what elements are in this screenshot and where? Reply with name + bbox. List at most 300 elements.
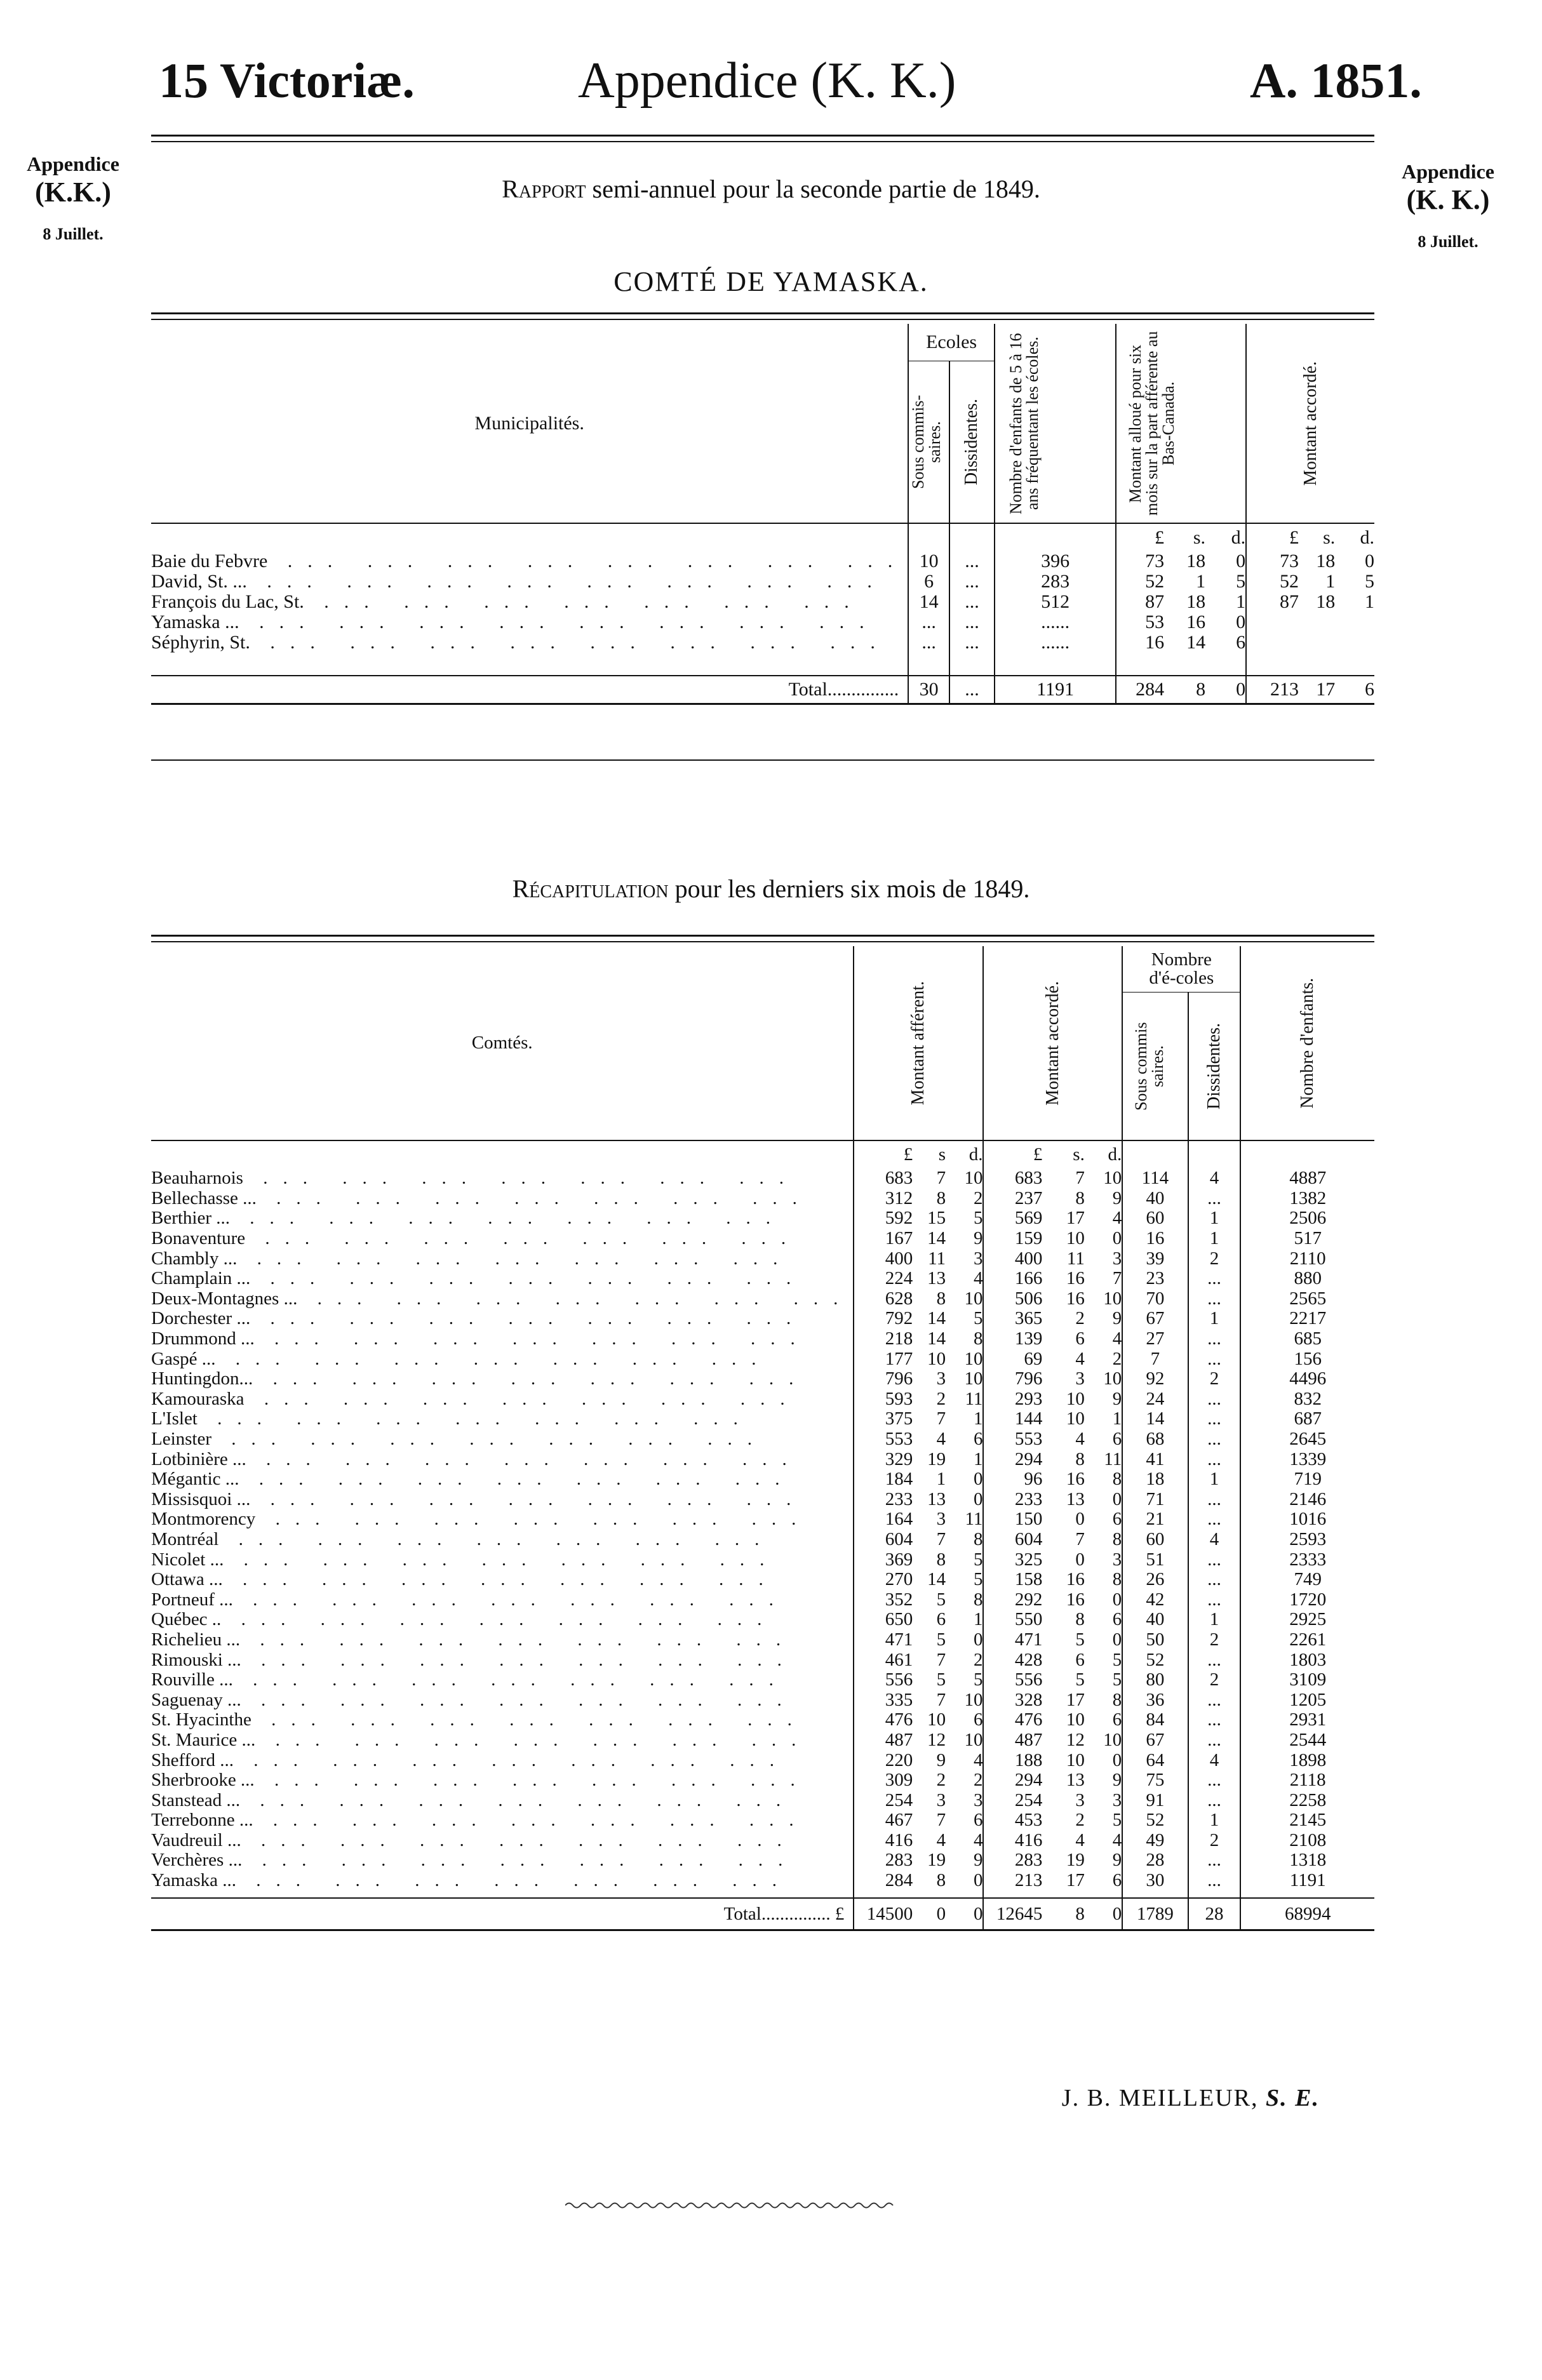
table-cell: 8: [936, 1870, 946, 1891]
table-cell: 14: [927, 1569, 946, 1590]
table-cell: 10: [964, 1689, 983, 1710]
table-cell: 26: [1122, 1570, 1188, 1590]
table-cell: 312: [854, 1189, 913, 1209]
table-cell: 2: [973, 1770, 983, 1791]
table-cell: 39: [1122, 1248, 1188, 1269]
table-cell: ...: [1188, 1790, 1241, 1810]
table-cell: 8: [1075, 1609, 1085, 1630]
table-cell: 7: [936, 1649, 946, 1670]
table-row: Drummond ... ... ... ... ... ... ... ... 218 14 8 139 6 4 27 ... 685: [151, 1329, 1374, 1349]
table-cell: 18: [1122, 1469, 1188, 1490]
table-cell: 7: [1075, 1528, 1085, 1549]
table-cell: 4: [973, 1829, 983, 1850]
table-cell: 7: [936, 1168, 946, 1189]
table-cell: 309: [854, 1770, 913, 1791]
table-cell: 10: [927, 1709, 946, 1730]
table-cell: 2333: [1240, 1549, 1374, 1570]
table-row: Richelieu ... ... ... ... ... ... ... ... 471 5 0 471 5 0 50 2 2261: [151, 1630, 1374, 1650]
table-cell: 9: [973, 1228, 983, 1249]
table-cell: 164: [854, 1509, 913, 1530]
table-cell: 650: [854, 1610, 913, 1630]
table-row: Beauharnois ... ... ... ... ... ... ... 683 7 10 683 7 10 114 4 4887: [151, 1168, 1374, 1189]
table-cell: 8: [1112, 1689, 1122, 1710]
table-cell: 6: [1112, 1709, 1122, 1730]
table1-top-rule: [151, 312, 1374, 314]
table-cell: 5: [1075, 1629, 1085, 1650]
table-cell: 233: [854, 1490, 913, 1510]
table-cell: 553: [854, 1429, 913, 1450]
table-row: Sherbrooke ... ... ... ... ... ... ... ... 309 2 2 294 13 9 75 ... 2118: [151, 1770, 1374, 1791]
table-cell: 17: [1066, 1870, 1085, 1891]
header-rule: [151, 135, 1374, 137]
table-cell: 685: [1240, 1329, 1374, 1349]
table-cell: 1: [936, 1469, 946, 1490]
table-cell: 28: [1122, 1850, 1188, 1871]
table-cell: ...: [1188, 1269, 1241, 1289]
table-cell: 3: [1112, 1789, 1122, 1810]
table-cell: 1191: [1240, 1871, 1374, 1891]
table-cell: 27: [1122, 1329, 1188, 1349]
col-montant-accorde: Montant accordé.: [1246, 324, 1374, 523]
table-cell: 328: [983, 1690, 1042, 1710]
table-cell: 2217: [1240, 1309, 1374, 1329]
table-row: Bellechasse ... ... ... ... ... ... ... ... 312 8 2 237 8 9 40 ... 1382: [151, 1189, 1374, 1209]
table-row: David, St. ... ... ... ... ... ... ... ... ... 6 ... 283 52 1 5 52 1 5: [151, 571, 1374, 592]
table-cell: 254: [854, 1790, 913, 1810]
table-cell: ...: [1188, 1289, 1241, 1309]
table-cell: 220: [854, 1750, 913, 1770]
table-cell: 6: [973, 1429, 983, 1450]
table-cell: 1: [1188, 1208, 1241, 1229]
table-cell: 270: [854, 1570, 913, 1590]
table-cell: 16: [1066, 1569, 1085, 1590]
table-cell: 9: [973, 1850, 983, 1871]
table-cell: 9: [1112, 1770, 1122, 1791]
table-cell: 2: [973, 1649, 983, 1670]
table-cell: 3: [936, 1509, 946, 1530]
table1-top-rule-thin: [151, 319, 1374, 320]
table-cell: 91: [1122, 1790, 1188, 1810]
table-cell: 2: [1188, 1670, 1241, 1690]
table-cell: 7: [936, 1689, 946, 1710]
table-cell: 604: [854, 1530, 913, 1550]
table-cell: 476: [983, 1710, 1042, 1730]
table-cell: 0: [1075, 1549, 1085, 1570]
table-cell: 487: [983, 1730, 1042, 1751]
table-cell: 52: [1122, 1650, 1188, 1670]
table-cell: 5: [1112, 1810, 1122, 1831]
table-cell: 471: [854, 1630, 913, 1650]
report-rows: [151, 551, 1374, 704]
table-cell: 3: [936, 1789, 946, 1810]
table-row: Vaudreuil ... ... ... ... ... ... ... ... 416 4 4 416 4 4 49 2 2108: [151, 1831, 1374, 1851]
table-cell: 1: [1188, 1309, 1241, 1329]
table-cell: 2118: [1240, 1770, 1374, 1791]
county-name: Vaudreuil ...: [151, 1829, 241, 1850]
table-cell: 2: [936, 1388, 946, 1409]
table-cell: 60: [1122, 1208, 1188, 1229]
table-cell: 1: [1188, 1810, 1241, 1831]
table-row: François du Lac, St. ... ... ... ... ... ... ... 14 ... 512 87 18 1 87 18 1: [151, 591, 1374, 612]
table-cell: 16: [1066, 1469, 1085, 1490]
table-cell: 42: [1122, 1589, 1188, 1610]
table-cell: 0: [973, 1629, 983, 1650]
table-row: Ottawa ... ... ... ... ... ... ... ... 270 14 5 158 16 8 26 ... 749: [151, 1570, 1374, 1590]
table-cell: 2931: [1240, 1710, 1374, 1730]
table-cell: 4: [936, 1429, 946, 1450]
table-cell: 23: [1122, 1269, 1188, 1289]
col-montant-alloue: Montant alloué pour six mois sur la part afférente au Bas-Canada.: [1116, 324, 1246, 523]
table-cell: 16: [1066, 1288, 1085, 1309]
table-cell: 1: [973, 1408, 983, 1429]
table-cell: 2: [973, 1187, 983, 1208]
table-cell: 0: [973, 1870, 983, 1891]
table-cell: 16: [1066, 1268, 1085, 1289]
table-cell: 5: [1112, 1669, 1122, 1690]
table-cell: 3109: [1240, 1670, 1374, 1690]
table-row: Montréal ... ... ... ... ... ... ... 604 7 8 604 7 8 60 4 2593: [151, 1530, 1374, 1550]
table-cell: 8: [1112, 1528, 1122, 1549]
table-cell: 5: [1112, 1649, 1122, 1670]
table-cell: 3: [1075, 1789, 1085, 1810]
signature: J. B. MEILLEUR, S. E.: [1061, 2085, 1320, 2111]
table-cell: 0: [1112, 1589, 1122, 1610]
table-cell: 9: [1112, 1388, 1122, 1409]
table-cell: 453: [983, 1810, 1042, 1831]
recap-table: Comtés. Montant afférent. Montant accordé. Nombre d'é-coles Nombre d'enfants. Sous commis saires. Dissidentes. £ s d. £ s. d. Beauharnois ... ... ... ... ... ... ... 683 7 10 683 7 10 114 4 4887 Bellechasse ... ... ... ... ... ... ... ... 312 8 2 237 8 9 40 ... 1382 Berthier ... ... ... ... ... ... ... ... 592 15 5 569 17 4 60 1 2506 Bonaventure ... ... ... ... ... ... ... 167 14 9 159 10 0 16 1 517 Chambly ... ... ... ... ... ... ... ... 400 11 3 400 11 3 39 2 2110 Champlain ... ... ... ... ... ... ... ... 224 13 4 166 16 7 23 ... 880 Deux-Montagnes ... ... ... ... ... ... ... ... 628 8 10 506 16 10 70 ... 2565 Dorchester ... ... ... ... ... ... ... ... 792 14 5 365 2 9 67 1 2217 Drummond ... ... ... ... ... ... ... ... 218 14 8 139 6 4 27 ... 685 Gaspé ... ... ... ... ... ... ... ... 177 10 10 69 4 2 7 ... 156 Huntingdon... ... ... ... ... ... ... ... 796 3 10 796 3 10 92 2 4496 Kamouraska ... ... ... ... ... ... ... 593 2 11 293 10 9 24 ... 832 L'Islet ... ... ... ... ... ... ... 375 7 1 144 10 1 14 ... 687 Leinster ... ... ... ... ... ... ... 553 4 6 553 4 6 68 ... 2645 Lotbinière ... ... ... ... ... ... ... ... 329 19 1 294 8 11 41 ... 1339 Mégantic ... ... ... ... ... ... ... ... 184 1 0 96 16 8 18 1 719 Missisquoi ... ... ... ... ... ... ... ... 233 13 0 233 13 0 71 ... 2146 Montmorency ... ... ... ... ... ... ... 164 3 11 150 0 6 21 ... 1016 Montréal ... ... ... ... ... ... ... 604 7 8 604 7 8 60 4 2593 Nicolet ... ... ... ... ... ... ... ... 369 8 5 325 0 3 51 ... 2333 Ottawa ... ... ... ... ... ... ... ... 270 14 5 158 16 8 26 ... 749 Portneuf ... ... ... ... ... ... ... ... 352 5 8 292 16 0 42 ... 1720 Québec .. ... ... ... ... ... ... ... 650 6 1 550 8 6 40 1 2925 Richelieu ... ... ... ... ... ... ... ... 471 5 0 471 5 0 50 2 2261 Rimouski ... ... ... ... ... ... ... ... 461 7 2 428 6 5 52 ... 1803 Rouville ... ... ... ... ... ... ... ... 556 5 5 556 5 5 80 2 3109 Saguenay ... ... ... ... ... ... ... ... 335 7 10 328 17 8 36 ... 1205 St. Hyacinthe ... ... ... ... ... ... ... 476 10 6 476 10 6 84 ... 2931 St. Maurice ... ... ... ... ... ... ... ... 487 12 10 487 12 10 67 ... 2544 Shefford ... ... ... ... ... ... ... ... 220 9 4 188 10 0 64 4 1898 Sherbrooke ... ... ... ... ... ... ... ... 309 2 2 294 13 9 75 ... 2118 Stanstead ... ... ... ... ... ... ... ... 254 3 3 254 3 3 91 ... 2258 Terrebonne ... ... ... ... ... ... ... ... 467 7 6 453 2 5 52 1 2145 Vaudreuil ... ... ... ... ... ... ... ... 416 4 4 416 4 4 49 2 2108 Verchères ... ... ... ... ... ... ... ... 283 19 9 283 19 9 28 ... 1318 Yamaska ... ... ... ... ... ... ... ... 284 8 0 213 17 6 30 ... 1191 Total............... £ 14500 0 0 12645 8 0 1789 28 68994: [151, 946, 1374, 1931]
county-name: Shefford ...: [151, 1749, 234, 1770]
table-row: Dorchester ... ... ... ... ... ... ... ... 792 14 5 365 2 9 67 1 2217: [151, 1309, 1374, 1329]
header-center: Appendice (K. K.): [578, 53, 956, 109]
table-cell: 9: [936, 1749, 946, 1770]
table-row: Yamaska ... ... ... ... ... ... ... ... ... ... ... ...... 53 16 0: [151, 612, 1374, 632]
table-cell: 476: [854, 1710, 913, 1730]
col-municipalites: Municipalités.: [151, 324, 908, 523]
table-cell: 335: [854, 1690, 913, 1710]
table-cell: 1803: [1240, 1650, 1374, 1670]
county-name: Rouville ...: [151, 1669, 233, 1690]
table-cell: ...: [1188, 1690, 1241, 1710]
county-name: Huntingdon...: [151, 1368, 253, 1389]
table-cell: 283: [854, 1850, 913, 1871]
table-cell: 3: [936, 1368, 946, 1389]
table-cell: 1720: [1240, 1589, 1374, 1610]
table-cell: 2: [936, 1770, 946, 1791]
table-cell: 416: [983, 1831, 1042, 1851]
table-cell: 683: [983, 1168, 1042, 1189]
table-cell: ...: [1188, 1770, 1241, 1791]
table-cell: 6: [1075, 1649, 1085, 1670]
table-cell: 15: [927, 1208, 946, 1229]
table-cell: 5: [973, 1208, 983, 1229]
county-name: Richelieu ...: [151, 1629, 241, 1650]
table-cell: 11: [965, 1388, 983, 1409]
table-cell: 36: [1122, 1690, 1188, 1710]
table-cell: 10: [927, 1348, 946, 1369]
table-cell: 5: [1075, 1669, 1085, 1690]
county-name: Gaspé ...: [151, 1348, 216, 1369]
table-cell: 792: [854, 1309, 913, 1329]
table-row: Rouville ... ... ... ... ... ... ... ... 556 5 5 556 5 5 80 2 3109: [151, 1670, 1374, 1690]
table-cell: 218: [854, 1329, 913, 1349]
table-cell: 294: [983, 1770, 1042, 1791]
table-cell: 92: [1122, 1369, 1188, 1389]
table-row: Montmorency ... ... ... ... ... ... ... 164 3 11 150 0 6 21 ... 1016: [151, 1509, 1374, 1530]
table-cell: 14: [927, 1308, 946, 1329]
table-cell: 17: [1066, 1208, 1085, 1229]
table-cell: 10: [1103, 1288, 1122, 1309]
table-cell: 1318: [1240, 1850, 1374, 1871]
county-name: Montréal: [151, 1528, 219, 1549]
table-cell: 9: [1112, 1187, 1122, 1208]
table-cell: 166: [983, 1269, 1042, 1289]
table-cell: 550: [983, 1610, 1042, 1630]
table-cell: 2: [1188, 1831, 1241, 1851]
county-name: Rimouski ...: [151, 1649, 241, 1670]
table-cell: 10: [1103, 1368, 1122, 1389]
table-cell: 428: [983, 1650, 1042, 1670]
table-cell: 4: [1188, 1530, 1241, 1550]
header-left: 15 Victoriæ.: [159, 53, 415, 108]
table-cell: 604: [983, 1530, 1042, 1550]
table-cell: 3: [973, 1789, 983, 1810]
county-name: Dorchester ...: [151, 1308, 251, 1329]
table-cell: ...: [1188, 1490, 1241, 1510]
table-cell: 10: [1066, 1388, 1085, 1409]
county-name: Deux-Montagnes ...: [151, 1288, 298, 1309]
table-cell: 7: [1075, 1168, 1085, 1189]
table-cell: 1: [973, 1609, 983, 1630]
table-row: L'Islet ... ... ... ... ... ... ... 375 7 1 144 10 1 14 ... 687: [151, 1409, 1374, 1429]
table-cell: 1: [1112, 1408, 1122, 1429]
county-name: Bellechasse ...: [151, 1187, 257, 1208]
table-cell: 13: [927, 1268, 946, 1289]
table-cell: 13: [927, 1488, 946, 1509]
county-name: St. Maurice ...: [151, 1729, 256, 1750]
table-cell: 1339: [1240, 1449, 1374, 1469]
table-cell: 400: [854, 1248, 913, 1269]
table-cell: 0: [1112, 1749, 1122, 1770]
table-row: Séphyrin, St. ... ... ... ... ... ... ... ... ... ... ...... 16 14 6: [151, 632, 1374, 653]
table-cell: 5: [973, 1569, 983, 1590]
county-name: Missisquoi ...: [151, 1488, 251, 1509]
table-cell: 284: [854, 1871, 913, 1891]
table-cell: 294: [983, 1449, 1042, 1469]
table-cell: ...: [1188, 1730, 1241, 1751]
table-cell: ...: [1188, 1189, 1241, 1209]
table-cell: 2: [1075, 1810, 1085, 1831]
table-cell: 4: [1075, 1829, 1085, 1850]
table-cell: 6: [973, 1709, 983, 1730]
table-cell: 5: [973, 1549, 983, 1570]
table-cell: 24: [1122, 1389, 1188, 1410]
table-cell: 14: [927, 1328, 946, 1349]
table-cell: 329: [854, 1449, 913, 1469]
county-name: Nicolet ...: [151, 1549, 224, 1570]
table-row: Kamouraska ... ... ... ... ... ... ... 593 2 11 293 10 9 24 ... 832: [151, 1389, 1374, 1410]
table-cell: 4: [936, 1829, 946, 1850]
table-cell: 461: [854, 1650, 913, 1670]
table-cell: 8: [973, 1328, 983, 1349]
table-cell: 10: [1066, 1408, 1085, 1429]
table-cell: 144: [983, 1409, 1042, 1429]
table-cell: 6: [1075, 1328, 1085, 1349]
table-row: Stanstead ... ... ... ... ... ... ... ... 254 3 3 254 3 3 91 ... 2258: [151, 1790, 1374, 1810]
table-cell: 369: [854, 1549, 913, 1570]
table-cell: 2: [1188, 1369, 1241, 1389]
table-cell: 1: [1188, 1610, 1241, 1630]
table-cell: 8: [1075, 1187, 1085, 1208]
county-name: Chambly ...: [151, 1248, 238, 1269]
table-cell: 12: [1066, 1729, 1085, 1750]
county-name: Champlain ...: [151, 1268, 251, 1289]
table-cell: 5: [973, 1669, 983, 1690]
county-name: Yamaska ...: [151, 1870, 236, 1891]
table-cell: 569: [983, 1208, 1042, 1229]
table-row: St. Maurice ... ... ... ... ... ... ... ... 487 12 10 487 12 10 67 ... 2544: [151, 1730, 1374, 1751]
county-name: Terrebonne ...: [151, 1810, 253, 1831]
table-cell: ...: [1188, 1549, 1241, 1570]
table-cell: ...: [1188, 1409, 1241, 1429]
table-cell: 3: [1075, 1368, 1085, 1389]
table-cell: 719: [1240, 1469, 1374, 1490]
ornament-rule: [565, 2201, 895, 2210]
table-cell: 628: [854, 1289, 913, 1309]
table-cell: 14: [927, 1228, 946, 1249]
table-cell: 4: [973, 1749, 983, 1770]
table-cell: 11: [1104, 1448, 1122, 1469]
table-cell: 19: [1066, 1850, 1085, 1871]
table-cell: 60: [1122, 1530, 1188, 1550]
table-cell: ...: [1188, 1589, 1241, 1610]
county-name: Verchères ...: [151, 1850, 243, 1871]
table-cell: 8: [973, 1589, 983, 1610]
table-row: Lotbinière ... ... ... ... ... ... ... ... 329 19 1 294 8 11 41 ... 1339: [151, 1449, 1374, 1469]
table-cell: 7: [936, 1810, 946, 1831]
table-row: Portneuf ... ... ... ... ... ... ... ... 352 5 8 292 16 0 42 ... 1720: [151, 1589, 1374, 1610]
table-cell: 7: [936, 1528, 946, 1549]
table-cell: 167: [854, 1229, 913, 1249]
county-name: Beauharnois: [151, 1168, 243, 1189]
table-cell: 51: [1122, 1549, 1188, 1570]
table-cell: 4: [1075, 1348, 1085, 1369]
table-cell: 2593: [1240, 1530, 1374, 1550]
table-cell: 40: [1122, 1610, 1188, 1630]
table-cell: 796: [854, 1369, 913, 1389]
table-cell: 9: [1112, 1850, 1122, 1871]
table-cell: 2544: [1240, 1730, 1374, 1751]
table-cell: 416: [854, 1831, 913, 1851]
table-cell: 188: [983, 1750, 1042, 1770]
table-cell: 4: [1112, 1328, 1122, 1349]
table-cell: 283: [983, 1850, 1042, 1871]
table2-top-rule-thin: [151, 941, 1374, 942]
county-name: Sherbrooke ...: [151, 1770, 255, 1791]
table-cell: 292: [983, 1589, 1042, 1610]
table-cell: 6: [1112, 1609, 1122, 1630]
table-cell: 139: [983, 1329, 1042, 1349]
table-row: Nicolet ... ... ... ... ... ... ... ... 369 8 5 325 0 3 51 ... 2333: [151, 1549, 1374, 1570]
table-cell: 832: [1240, 1389, 1374, 1410]
table-cell: 8: [1112, 1469, 1122, 1490]
table-cell: 293: [983, 1389, 1042, 1410]
table-cell: 4496: [1240, 1369, 1374, 1389]
table-cell: 13: [1066, 1770, 1085, 1791]
table-cell: 84: [1122, 1710, 1188, 1730]
report-table: Municipalités. Ecoles Nombre d'enfants de 5 à 16 ans fréquentant les écoles. Montant alloué pour six mois sur la part afférente au Bas-Canada. Montant accordé. Sous commis-saires. Dissidentes. £ s. d. £ s. d. Baie du Febvre ... ... ... ... ... ... ... ... 10 ... 396 73 18 0 73 18 0 David, St. ... ... ... ... ... ... ... ... ... 6 ... 283 52 1 5 52 1 5 François du Lac, St. ... ... ... ... ... ... ... 14 ... 512 87 18 1 87 18 1 Yamaska ... ... ... ... ... ... ... ... ... ... ... ...... 53 16 0 Séphyrin, St. ... ... ... ... ... ... ... ... ... ... ...... 16 14 6 Total............... 30 ... 1191 284 8 0 213 17 6: [151, 324, 1374, 705]
table-cell: 11: [1066, 1248, 1085, 1269]
col-montant-afferent: Montant afférent.: [854, 946, 983, 1140]
table-cell: 80: [1122, 1670, 1188, 1690]
table-cell: 177: [854, 1349, 913, 1369]
table-cell: 2146: [1240, 1490, 1374, 1510]
table-cell: 7: [1112, 1268, 1122, 1289]
table-cell: 880: [1240, 1269, 1374, 1289]
table-cell: 16: [1122, 1229, 1188, 1249]
table-cell: 8: [936, 1187, 946, 1208]
table-cell: 4: [1112, 1208, 1122, 1229]
table-cell: 11: [928, 1248, 946, 1269]
table-cell: 19: [927, 1448, 946, 1469]
table-cell: 11: [965, 1509, 983, 1530]
table-cell: 0: [973, 1488, 983, 1509]
table-cell: ...: [1188, 1650, 1241, 1670]
table-cell: 75: [1122, 1770, 1188, 1791]
col-comtes: Comtés.: [151, 946, 854, 1140]
table-cell: 4: [1188, 1168, 1241, 1189]
table-row: Missisquoi ... ... ... ... ... ... ... ... 233 13 0 233 13 0 71 ... 2146: [151, 1490, 1374, 1510]
table-cell: ...: [1188, 1710, 1241, 1730]
table-cell: 41: [1122, 1449, 1188, 1469]
table-cell: 2145: [1240, 1810, 1374, 1831]
county-name: St. Hyacinthe: [151, 1709, 251, 1730]
table-cell: 683: [854, 1168, 913, 1189]
table-row: Terrebonne ... ... ... ... ... ... ... ... 467 7 6 453 2 5 52 1 2145: [151, 1810, 1374, 1831]
table-cell: 13: [1066, 1488, 1085, 1509]
recap-title: Récapitulation pour les derniers six mois de 1849.: [512, 874, 1030, 903]
county-name: Portneuf ...: [151, 1589, 233, 1610]
table-cell: 10: [1103, 1168, 1122, 1189]
county-name: Ottawa ...: [151, 1569, 223, 1590]
table-row: Huntingdon... ... ... ... ... ... ... ... 796 3 10 796 3 10 92 2 4496: [151, 1369, 1374, 1389]
col-sous-commissaires-recap: Sous commis saires.: [1122, 992, 1188, 1140]
table-cell: 593: [854, 1389, 913, 1410]
table-cell: 10: [964, 1729, 983, 1750]
table-cell: 19: [927, 1850, 946, 1871]
col-dissidentes-recap: Dissidentes.: [1188, 992, 1241, 1140]
table-cell: 224: [854, 1269, 913, 1289]
table-cell: 2: [1188, 1248, 1241, 1269]
table-cell: ...: [1188, 1329, 1241, 1349]
county-name: Québec ..: [151, 1609, 222, 1630]
county-name: Montmorency: [151, 1509, 256, 1530]
table-cell: 254: [983, 1790, 1042, 1810]
table-cell: 1: [973, 1448, 983, 1469]
table-cell: 687: [1240, 1409, 1374, 1429]
table-cell: 517: [1240, 1229, 1374, 1249]
table-cell: 70: [1122, 1289, 1188, 1309]
table-cell: 2110: [1240, 1248, 1374, 1269]
table-cell: 4: [1075, 1429, 1085, 1450]
table-cell: 233: [983, 1490, 1042, 1510]
table-cell: 5: [936, 1589, 946, 1610]
table-row: Mégantic ... ... ... ... ... ... ... ... 184 1 0 96 16 8 18 1 719: [151, 1469, 1374, 1490]
county-name: Drummond ...: [151, 1328, 255, 1349]
col-nombre-ecoles: Nombre d'é-coles: [1122, 946, 1240, 992]
table-cell: 159: [983, 1229, 1042, 1249]
col-montant-accorde-recap: Montant accordé.: [983, 946, 1122, 1140]
table-cell: 4: [973, 1268, 983, 1289]
